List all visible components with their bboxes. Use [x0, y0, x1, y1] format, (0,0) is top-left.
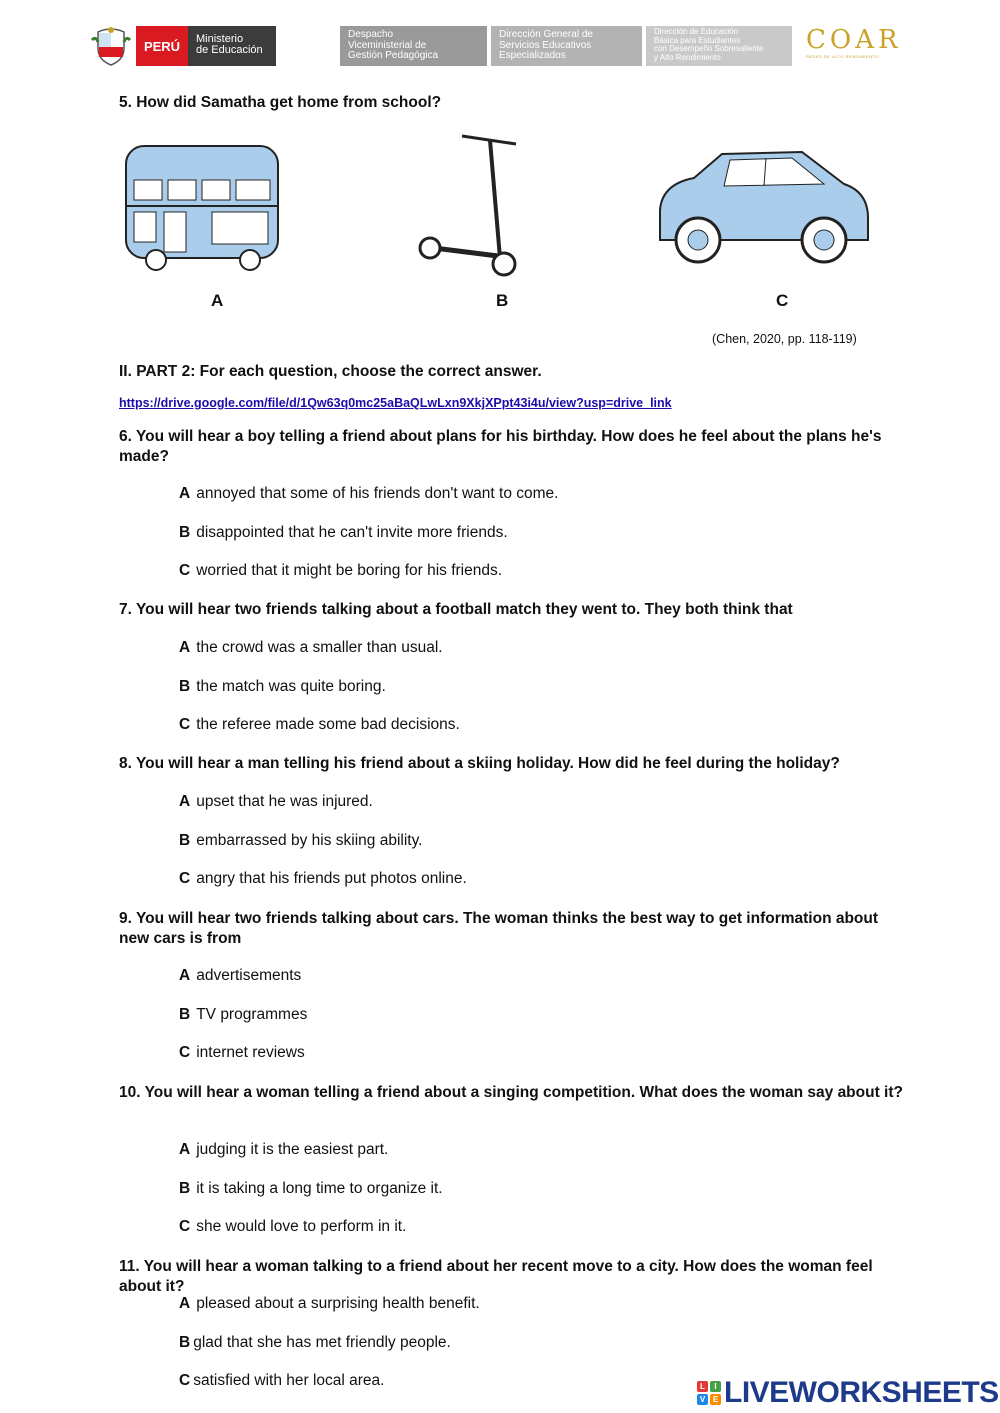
liveworksheets-blocks-icon — [697, 1381, 721, 1405]
option-text: judging it is the easiest part. — [196, 1141, 389, 1158]
coat-of-arms-icon — [90, 26, 132, 66]
option-text: pleased about a surprising health benefit. — [196, 1295, 480, 1312]
q8-option-c[interactable] — [179, 869, 467, 888]
question-7: 7. You will hear two friends talking about a football match they went to. They both think that — [119, 601, 793, 618]
peru-ministry-logo — [136, 26, 276, 66]
q10-option-c[interactable] — [179, 1217, 406, 1236]
option-text: disappointed that he can't invite more friends. — [196, 524, 508, 541]
option-text: advertisements — [196, 967, 302, 984]
option-letter: C — [179, 562, 191, 579]
option-text: it is taking a long time to organize it. — [196, 1180, 443, 1197]
picture-label-c: C — [776, 291, 789, 310]
q7-option-b[interactable] — [179, 677, 386, 696]
option-letter: B — [179, 832, 191, 849]
q6-option-a[interactable] — [179, 484, 558, 503]
coar-logo-text: COAR — [806, 25, 902, 55]
header-box3-line1: Dirección de Educación — [654, 27, 739, 36]
header-box1-line1: Despacho — [348, 29, 394, 40]
header-box-education-direction — [646, 26, 792, 66]
option-text: the match was quite boring. — [196, 678, 386, 695]
option-text: upset that he was injured. — [196, 793, 373, 810]
option-letter: A — [179, 485, 191, 502]
logo-block-v: V — [697, 1394, 708, 1405]
option-letter: B — [179, 1334, 191, 1351]
ministry-line-1: Ministerio — [196, 33, 244, 45]
option-letter: A — [179, 1295, 191, 1312]
option-letter: A — [179, 1141, 191, 1158]
option-letter: C — [179, 870, 191, 887]
logo-block-e: E — [710, 1394, 721, 1405]
logo-block-l: L — [697, 1381, 708, 1392]
q6-option-b[interactable] — [179, 523, 508, 542]
coar-logo — [806, 26, 916, 66]
q11-option-c[interactable] — [179, 1371, 384, 1390]
logo-block-i: I — [710, 1381, 721, 1392]
q11-option-b[interactable] — [179, 1333, 451, 1352]
option-text: embarrassed by his skiing ability. — [196, 832, 423, 849]
question-8: 8. You will hear a man telling his friend about a skiing holiday. How did he feel during the holiday? — [119, 755, 840, 772]
question-5: 5. How did Samatha get home from school? — [119, 94, 442, 111]
option-letter: C — [179, 1044, 191, 1061]
picture-label-a: A — [211, 291, 224, 310]
question-6: 6. You will hear a boy telling a friend about plans for his birthday. How does he feel about the plans he's made? — [119, 428, 882, 465]
peru-label: PERÚ — [136, 26, 188, 66]
question-11: 11. You will hear a woman talking to a friend about her recent move to a city. How does the woman feel about it? — [119, 1258, 873, 1295]
option-letter: B — [179, 524, 191, 541]
q7-option-c[interactable] — [179, 715, 460, 734]
liveworksheets-text: LIVEWORKSHEETS — [724, 1376, 999, 1409]
option-letter: B — [179, 1006, 191, 1023]
header-box3-line3: con Desempeño Sobresaliente — [654, 44, 764, 53]
option-letter: A — [179, 793, 191, 810]
q9-option-c[interactable] — [179, 1043, 305, 1062]
header-box1-line2: Viceministerial de — [348, 39, 427, 51]
q6-option-c[interactable] — [179, 561, 502, 580]
option-letter: B — [179, 678, 191, 695]
option-letter: C — [179, 716, 191, 733]
car-icon — [652, 148, 874, 270]
q10-option-a[interactable] — [179, 1140, 388, 1159]
header-box3-line4: y Alto Rendimiento — [654, 52, 721, 62]
option-letter: C — [179, 1372, 191, 1389]
q8-option-b[interactable] — [179, 831, 422, 850]
bus-icon — [120, 140, 285, 272]
option-text: TV programmes — [196, 1006, 308, 1023]
document-header — [90, 26, 910, 66]
question-10: 10. You will hear a woman telling a friend about a singing competition. What does the woman say about it? — [119, 1084, 903, 1101]
scooter-icon — [412, 130, 522, 280]
option-text: the crowd was a smaller than usual. — [196, 639, 443, 656]
option-letter: B — [179, 1180, 191, 1197]
header-box2-line3: Especializados — [499, 50, 566, 61]
option-text: angry that his friends put photos online. — [196, 870, 467, 887]
q10-option-b[interactable] — [179, 1179, 443, 1198]
option-text: internet reviews — [196, 1044, 305, 1061]
citation: (Chen, 2020, pp. 118-119) — [712, 332, 857, 346]
q11-option-a[interactable] — [179, 1294, 480, 1313]
header-box1-line3: Gestión Pedagógica — [348, 50, 439, 61]
ministry-line-2: de Educación — [196, 44, 263, 56]
option-letter: A — [179, 639, 191, 656]
q7-option-a[interactable] — [179, 638, 443, 657]
option-text: glad that she has met friendly people. — [193, 1334, 451, 1351]
option-letter: A — [179, 967, 191, 984]
part2-heading: II. PART 2: For each question, choose the correct answer. — [119, 363, 542, 380]
option-text: the referee made some bad decisions. — [196, 716, 460, 733]
q9-option-b[interactable] — [179, 1005, 307, 1024]
option-text: satisfied with her local area. — [193, 1372, 385, 1389]
option-text: annoyed that some of his friends don't want to come. — [196, 485, 559, 502]
header-box3-line2: Básica para Estudiantes — [654, 35, 741, 45]
header-box-general-direction — [491, 26, 642, 66]
header-box-vice-ministry — [340, 26, 487, 66]
q8-option-a[interactable] — [179, 792, 373, 811]
q9-option-a[interactable] — [179, 966, 301, 985]
header-box2-line2: Servicios Educativos — [499, 39, 592, 51]
coar-logo-tagline: REDES DE ALTO RENDIMIENTO — [806, 54, 879, 59]
audio-drive-link[interactable]: https://drive.google.com/file/d/1Qw63q0mc25aBaQLwLxn9XkjXPpt43i4u/view?usp=drive_link — [119, 396, 672, 410]
question-9: 9. You will hear two friends talking about cars. The woman thinks the best way to get information about new cars is from — [119, 910, 879, 947]
option-letter: C — [179, 1218, 191, 1235]
option-text: she would love to perform in it. — [196, 1218, 407, 1235]
option-text: worried that it might be boring for his friends. — [196, 562, 503, 579]
liveworksheets-logo — [697, 1376, 999, 1410]
picture-label-b: B — [496, 291, 509, 310]
header-box2-line1: Dirección General de — [499, 29, 593, 40]
